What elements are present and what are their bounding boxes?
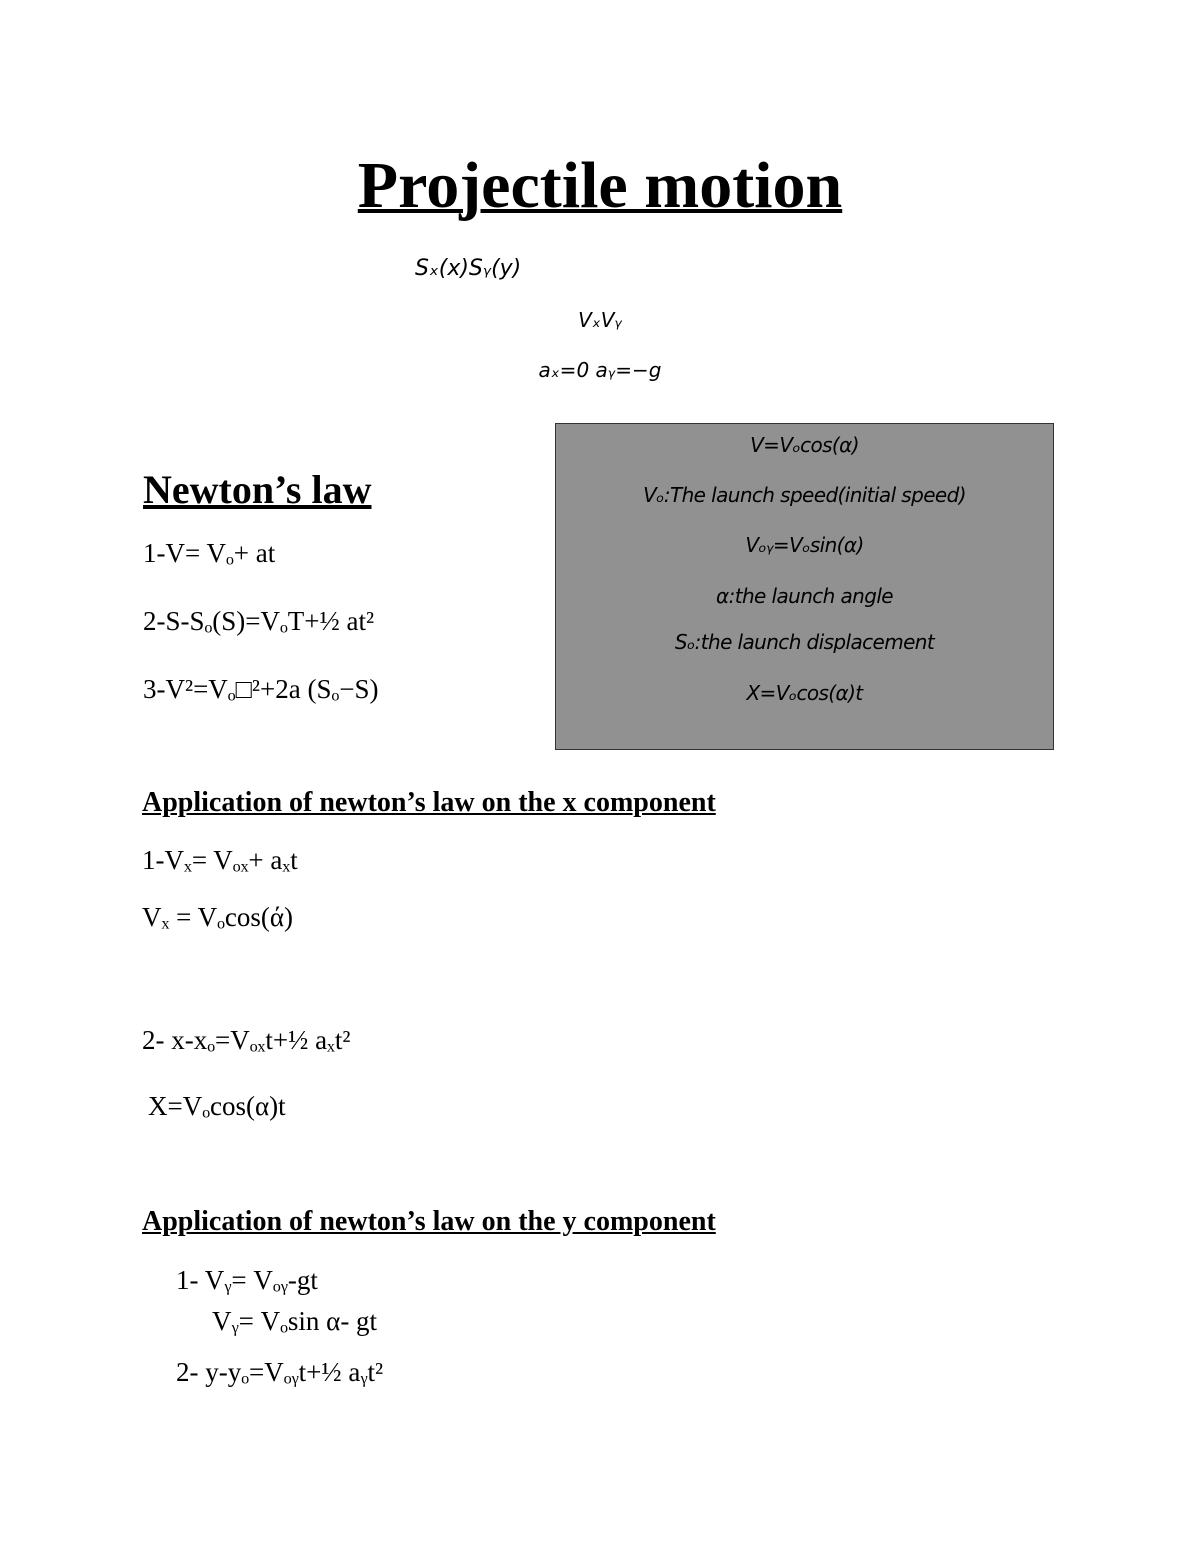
newton-equation-1: 1-V= Vₒ+ at	[143, 538, 276, 568]
x-equation-1: 1-Vₓ= Vₒₓ+ aₓt	[142, 845, 298, 875]
page-title: Projectile motion	[357, 149, 843, 222]
x-equation-2b: X=Vₒcos(α)t	[148, 1091, 286, 1121]
x-component-heading: Application of newton’s law on the x component	[142, 787, 716, 818]
box-launch-angle: α:the launch angle	[716, 584, 893, 608]
box-launch-displacement: Sₒ:the launch displacement	[674, 630, 935, 654]
y-component-heading: Application of newton’s law on the y component	[142, 1206, 716, 1237]
velocity-components: VₓVᵧ	[578, 308, 622, 332]
box-launch-speed: Vₒ:The launch speed(initial speed)	[643, 483, 966, 507]
newton-equation-2: 2-S-Sₒ(S)=VₒT+½ at²	[143, 606, 375, 636]
displacement-components: Sₓ(x)Sᵧ(y)	[415, 256, 522, 281]
box-position-x: X=Vₒcos(α)t	[746, 681, 863, 705]
x-equation-2: 2- x-xₒ=Vₒₓt+½ aₓt²	[142, 1025, 351, 1055]
x-equation-1b: Vₓ = Vₒcos(ά)	[142, 902, 293, 932]
acceleration-components: aₓ=0 aᵧ=−g	[538, 358, 662, 382]
y-equation-2: 2- y-yₒ=Vₒᵧt+½ aᵧt²	[176, 1357, 384, 1387]
y-equation-1b: Vᵧ= Vₒsin α- gt	[212, 1306, 378, 1336]
box-velocity-x: V=Vₒcos(α)	[750, 433, 859, 457]
newtons-law-heading: Newton’s law	[143, 467, 372, 512]
y-equation-1: 1- Vᵧ= Vₒᵧ-gt	[176, 1265, 318, 1295]
box-velocity-oy: Vₒᵧ=Vₒsin(α)	[745, 533, 864, 557]
newton-equation-3: 3-V²=Vₒ□²+2a (Sₒ−S)	[143, 674, 379, 704]
